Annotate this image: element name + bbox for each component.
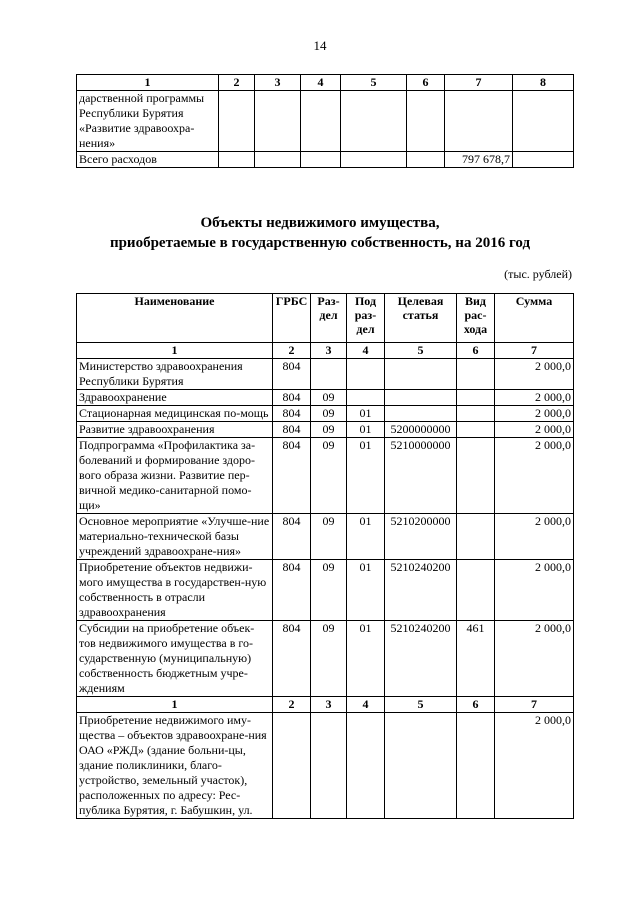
units-label: (тыс. рублей) [504, 267, 572, 281]
cell [407, 152, 445, 168]
cell-statya: 5210200000 [385, 514, 457, 560]
cell-razdel [311, 359, 347, 390]
cell-grbs [273, 713, 311, 819]
column-numbers-row [77, 697, 574, 713]
cell-grbs: 804 [273, 621, 311, 697]
table-row [77, 514, 574, 560]
table-row [77, 422, 574, 438]
col-number: 6 [407, 75, 445, 91]
col-number: 4 [347, 343, 385, 359]
cell-razdel: 09 [311, 514, 347, 560]
col-number: 7 [495, 697, 574, 713]
row-name: Всего расходов [77, 152, 219, 168]
col-number: 7 [495, 343, 574, 359]
cell-statya [385, 406, 457, 422]
cell-podrazdel [347, 390, 385, 406]
cell-razdel: 09 [311, 422, 347, 438]
cell-grbs: 804 [273, 560, 311, 621]
cell-name: Подпрограмма «Профилактика за-болеваний и формирование здоро-вого образа жизни. Развитие пер-вичной медико-санитарной помо-щи» [77, 438, 273, 514]
cell-podrazdel [347, 713, 385, 819]
cell-summa: 2 000,0 [495, 560, 574, 621]
cell [445, 91, 513, 152]
col-number: 7 [445, 75, 513, 91]
cell-grbs: 804 [273, 514, 311, 560]
cell [341, 91, 407, 152]
cell-summa: 2 000,0 [495, 390, 574, 406]
table-row [77, 152, 574, 168]
cell-razdel [311, 713, 347, 819]
cell [219, 152, 255, 168]
col-number: 6 [457, 343, 495, 359]
cell-statya [385, 713, 457, 819]
cell-statya: 5210240200 [385, 621, 457, 697]
cell-statya: 5210240200 [385, 560, 457, 621]
cell-podrazdel: 01 [347, 422, 385, 438]
page-number: 14 [313, 38, 327, 53]
col-number: 4 [301, 75, 341, 91]
cell-podrazdel: 01 [347, 514, 385, 560]
cell-razdel: 09 [311, 438, 347, 514]
col-number: 5 [385, 697, 457, 713]
cell [301, 152, 341, 168]
cell-name: Стационарная медицинская по-мощь [77, 406, 273, 422]
col-number: 4 [347, 697, 385, 713]
cell [513, 91, 574, 152]
cell-summa: 2 000,0 [495, 713, 574, 819]
cell [301, 91, 341, 152]
header-grbs: ГРБС [273, 294, 311, 343]
col-number: 3 [255, 75, 301, 91]
cell-razdel: 09 [311, 560, 347, 621]
cell-vid [457, 390, 495, 406]
cell-summa: 2 000,0 [495, 422, 574, 438]
cell-summa: 2 000,0 [495, 438, 574, 514]
header-razdel: Раз-дел [311, 294, 347, 343]
cell-razdel: 09 [311, 406, 347, 422]
col-number: 8 [513, 75, 574, 91]
cell-vid [457, 422, 495, 438]
cell-grbs: 804 [273, 422, 311, 438]
cell-razdel: 09 [311, 621, 347, 697]
cell-name: Основное мероприятие «Улучше-ние материально-технической базы учреждений здравоохране-ния» [77, 514, 273, 560]
cell [407, 91, 445, 152]
col-number: 2 [273, 343, 311, 359]
cell-grbs: 804 [273, 390, 311, 406]
cell-podrazdel [347, 359, 385, 390]
table-header [77, 294, 574, 343]
table-row [77, 406, 574, 422]
col-number: 1 [77, 343, 273, 359]
cell-name: Субсидии на приобретение объек-тов недвижимого имущества в го-сударственную (муниципальную) собственность бюджетным учре-ждениям [77, 621, 273, 697]
cell-statya [385, 390, 457, 406]
col-number: 2 [273, 697, 311, 713]
table-row [77, 621, 574, 697]
cell-statya: 5210000000 [385, 438, 457, 514]
table-row [77, 713, 574, 819]
cell-name: Здравоохранение [77, 390, 273, 406]
col-number: 5 [385, 343, 457, 359]
row-name: дарственной программы Республики Бурятия «Развитие здравоохра-нения» [77, 91, 219, 152]
table-row [77, 390, 574, 406]
cell-vid [457, 406, 495, 422]
cell [513, 152, 574, 168]
col-number: 5 [341, 75, 407, 91]
cell-name: Министерство здравоохранения Республики Бурятия [77, 359, 273, 390]
cell-summa: 2 000,0 [495, 514, 574, 560]
cell-podrazdel: 01 [347, 406, 385, 422]
cell-summa: 2 000,0 [495, 359, 574, 390]
cell-podrazdel: 01 [347, 560, 385, 621]
cell-vid: 461 [457, 621, 495, 697]
col-number: 3 [311, 343, 347, 359]
table-row [77, 560, 574, 621]
section-title-line1: Объекты недвижимого имущества, [200, 215, 440, 231]
cell [255, 91, 301, 152]
cell [341, 152, 407, 168]
cell-summa: 2 000,0 [495, 406, 574, 422]
col-number: 1 [77, 75, 219, 91]
cell-grbs: 804 [273, 359, 311, 390]
cell-podrazdel: 01 [347, 621, 385, 697]
header-vid: Вид рас-хода [457, 294, 495, 343]
cell-name: Приобретение объектов недвижи-мого имущества в государствен-ную собственность в отрасли здравоохранения [77, 560, 273, 621]
col-number: 1 [77, 697, 273, 713]
cell-grbs: 804 [273, 406, 311, 422]
header-summa: Сумма [495, 294, 574, 343]
cell-vid [457, 713, 495, 819]
continuation-table [76, 74, 574, 168]
column-numbers-row [77, 75, 574, 91]
property-objects-table [76, 293, 574, 819]
table-body [77, 359, 574, 697]
col-number: 6 [457, 697, 495, 713]
cell-summa: 2 000,0 [495, 621, 574, 697]
total-value: 797 678,7 [445, 152, 513, 168]
cell-name: Приобретение недвижимого иму-щества – объектов здравоохране-ния ОАО «РЖД» (здание больни-цы, здание поликлиники, благо-устройство, земельный участок), расположенных по адресу: Рес-публика Бурятия, г. Бабушкин, ул. [77, 713, 273, 819]
cell-vid [457, 359, 495, 390]
table-row [77, 359, 574, 390]
cell-vid [457, 560, 495, 621]
cell-statya [385, 359, 457, 390]
column-numbers-row [77, 343, 574, 359]
table-row [77, 91, 574, 152]
table-row [77, 438, 574, 514]
cell-name: Развитие здравоохранения [77, 422, 273, 438]
col-number: 3 [311, 697, 347, 713]
cell-podrazdel: 01 [347, 438, 385, 514]
cell [255, 152, 301, 168]
header-podrazdel: Под раз-дел [347, 294, 385, 343]
cell-grbs: 804 [273, 438, 311, 514]
section-title-line2: приобретаемые в государственную собственность, на 2016 год [109, 235, 531, 251]
cell-vid [457, 514, 495, 560]
header-statya: Целевая статья [385, 294, 457, 343]
cell-vid [457, 438, 495, 514]
cell [219, 91, 255, 152]
cell-statya: 5200000000 [385, 422, 457, 438]
cell-razdel: 09 [311, 390, 347, 406]
table-body-continued [77, 713, 574, 819]
col-number: 2 [219, 75, 255, 91]
header-name: Наименование [77, 294, 273, 343]
